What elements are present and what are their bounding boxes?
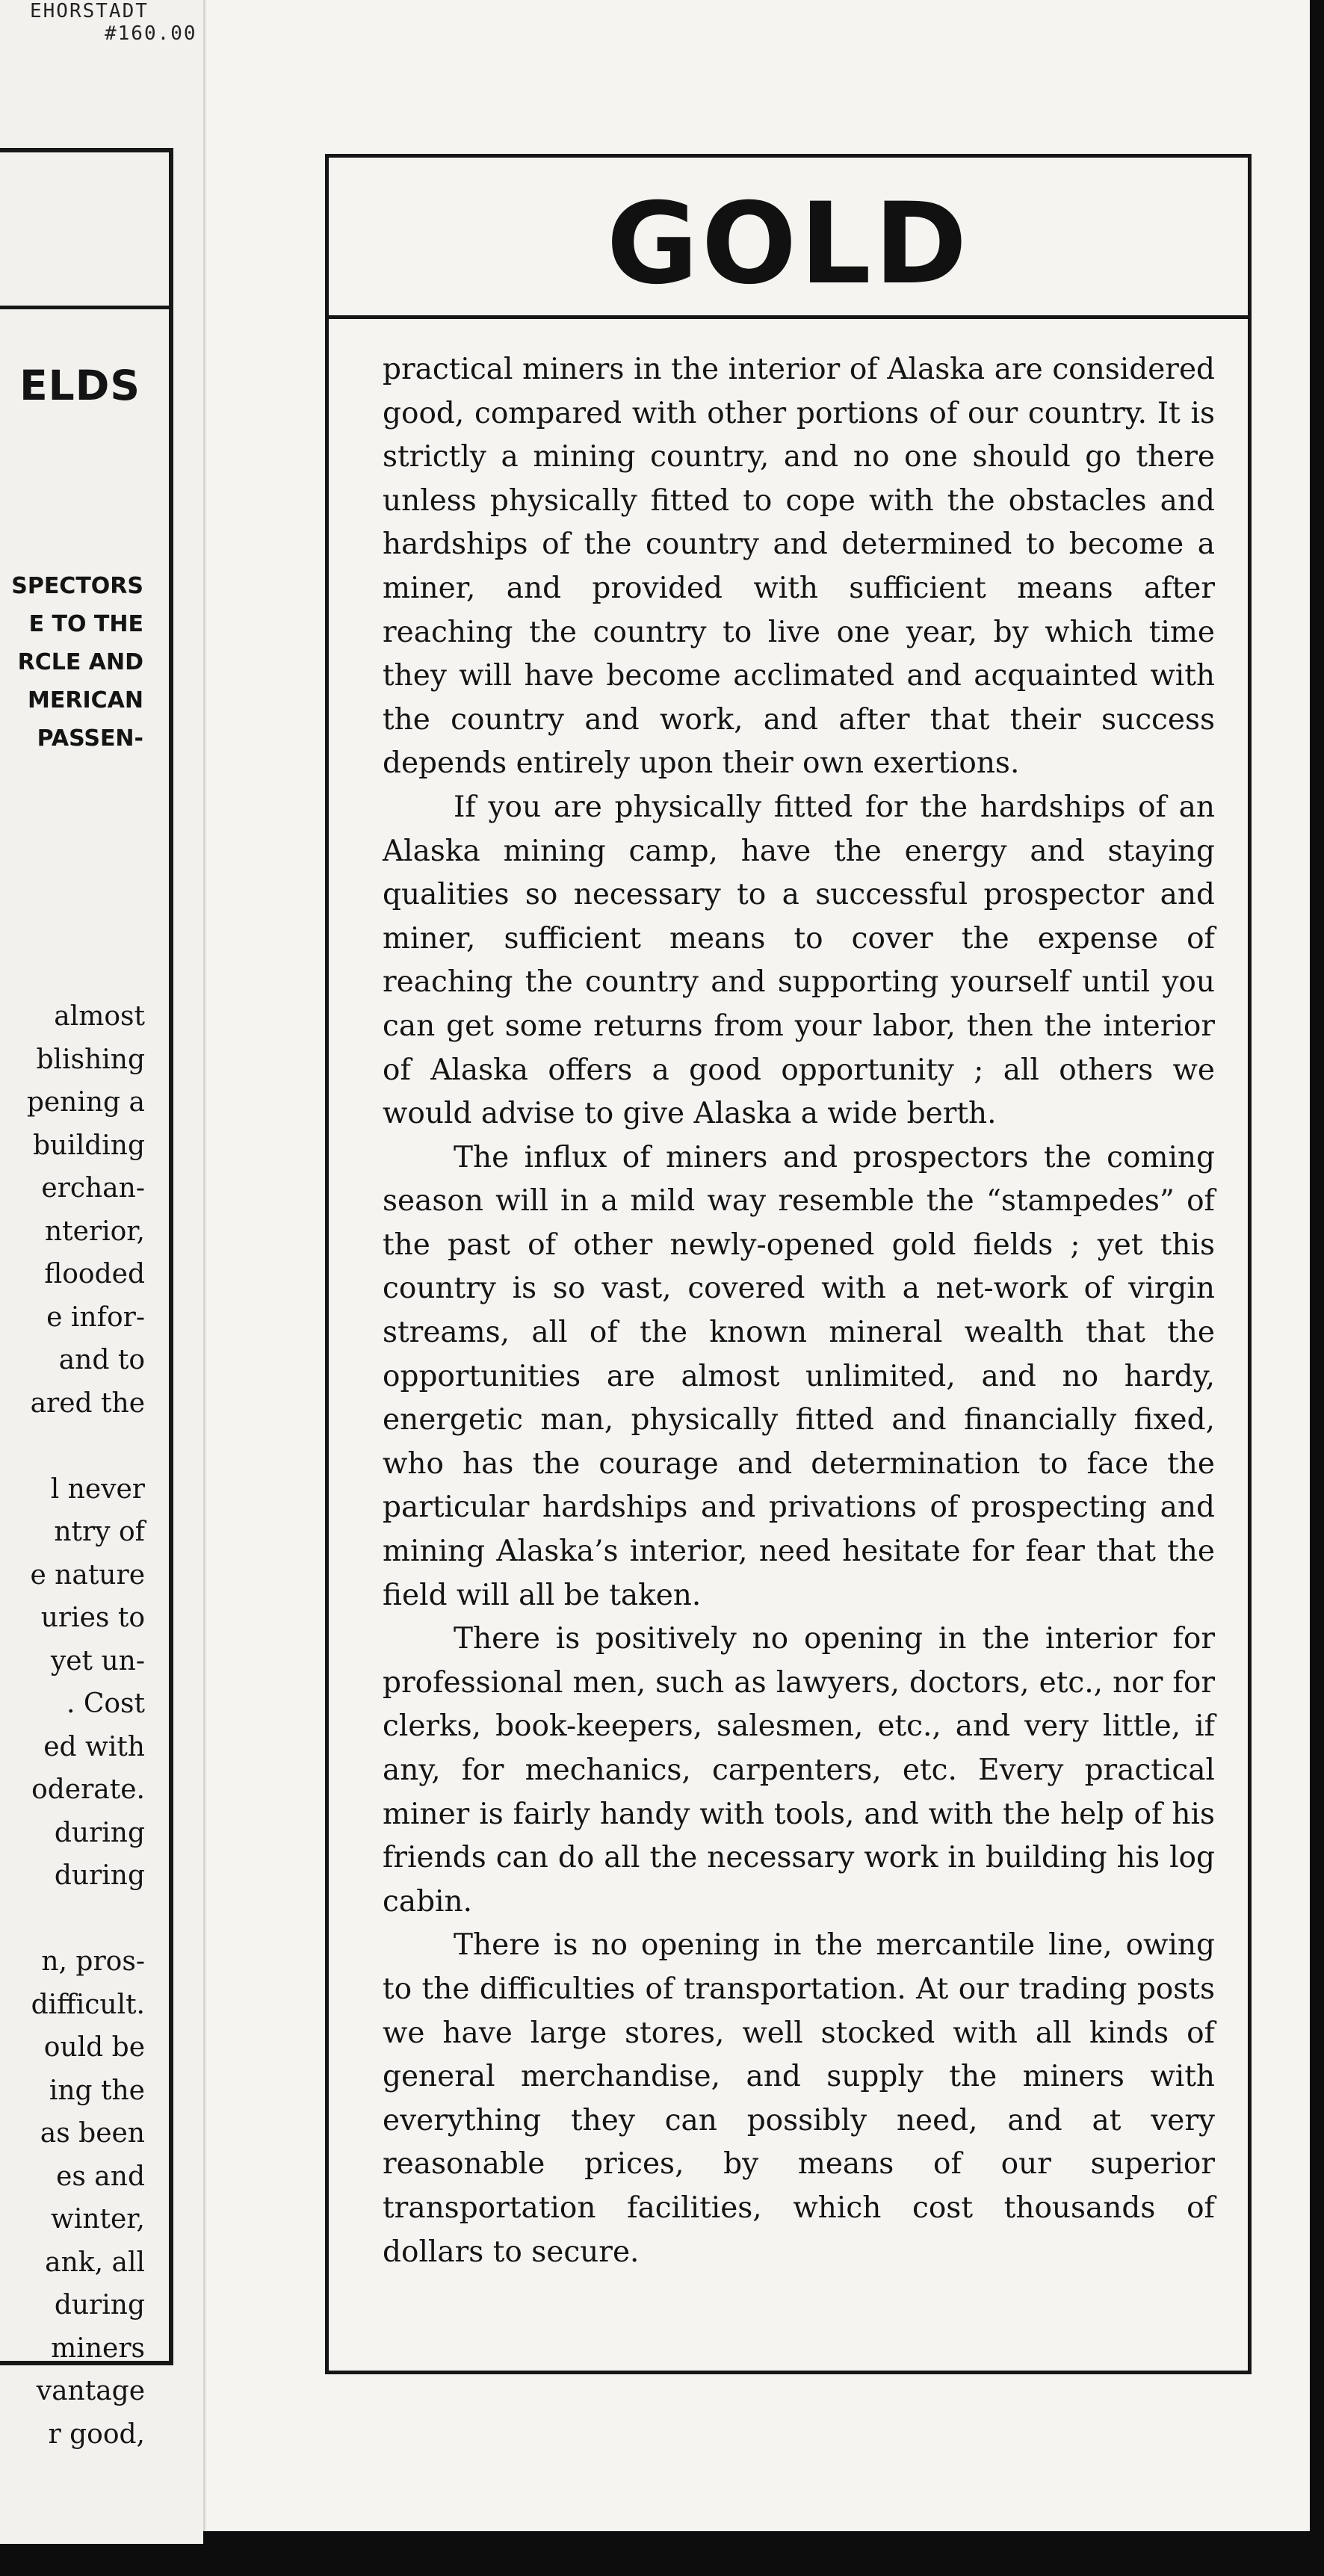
left-body-line: as been <box>40 2118 145 2149</box>
left-body-line: miners <box>51 2332 145 2364</box>
left-body-line: during <box>54 2290 145 2320</box>
left-body-line: uries to <box>40 1603 145 1633</box>
body-paragraph-5: There is no opening in the mercantile line, owing to the difficulties of transportation. At our trading posts we have large stores, well stocked with all kinds of general merchandise, and supply the miners with everything they can possibly need, and at very reasonable prices, by means of our superior transportation facilities, which cost thousands of dollars to secure. <box>383 1928 1215 2269</box>
left-body-line: ank, all <box>45 2247 145 2278</box>
left-body-line: ing the <box>49 2075 145 2106</box>
left-body-line: almost <box>54 1001 145 1032</box>
left-body-line <box>27 1425 145 1468</box>
left-body-line: erchan- <box>41 1173 145 1204</box>
left-body-line: and to <box>58 1345 145 1375</box>
left-body-line: nterior, <box>44 1216 145 1247</box>
body-paragraph-1: practical miners in the interior of Alaska are considered good, compared with other portions of our country. It is strictly a mining country, and no one should go there unless physically fitted to cope with the obstacles and hardships of the country and determined to become a miner, and provided with sufficient means after reaching the country to live one year, by which time they will have become acclimated and acquainted with the country and work, and after that their success depends entirely upon their own exertions. <box>383 353 1215 781</box>
left-body-line: oderate. <box>31 1774 145 1805</box>
left-body-line: yet un- <box>50 1645 145 1676</box>
left-body-line: winter, <box>51 2204 145 2235</box>
handwritten-note <box>30 0 254 52</box>
left-body-line: ntry of <box>54 1517 145 1547</box>
body-paragraph-2: If you are physically fitted for the hardships of an Alaska mining camp, have the energy and staying qualities so necessary to a successful prospector and miner, sufficient means to cover the expense of reaching the country and supporting yourself until you can get some returns from your labor, then the interior of Alaska offers a good opportunity ; all others we would advise to give Alaska a wide berth. <box>383 790 1215 1131</box>
main-page-frame <box>325 154 1252 2374</box>
left-body-line: n, pros- <box>41 1946 145 1977</box>
subheading-line: RCLE AND <box>17 649 143 675</box>
left-header-rule <box>0 306 169 309</box>
left-page-body <box>27 995 145 2456</box>
handwritten-name: EHORSTADT <box>30 0 149 22</box>
subheading-line: E TO THE <box>28 611 143 637</box>
left-body-line: ould be <box>43 2032 145 2063</box>
left-body-line: e infor- <box>46 1301 145 1333</box>
body-paragraph-3: The influx of miners and prospectors the coming season will in a mild way resemble the “stampedes” of the past of other newly-opened gold fields ; yet this country is so vast, covered with a net-work of virgin streams, all of the known mineral wealth that the opportunities are almost unlimited, and no hardy, energetic man, physically fitted and financially fixed, who has the courage and determination to face the particular hardships and privations of prospecting and mining Alaska’s interior, need hesitate for fear that the field will all be taken. <box>383 1140 1215 1612</box>
left-body-line: pening a <box>26 1087 145 1118</box>
subheading-line: MERICAN <box>28 687 143 713</box>
left-body-line: vantage <box>36 2376 145 2406</box>
page-title: GOLD <box>606 179 971 309</box>
subheading-line: SPECTORS <box>11 573 143 599</box>
left-body-line: es and <box>56 2161 145 2192</box>
left-body-line: ed with <box>43 1731 145 1762</box>
left-body-line: during <box>54 1817 145 1848</box>
left-body-line: . Cost <box>66 1688 145 1719</box>
left-body-line: building <box>32 1130 145 1161</box>
subheading-line: PASSEN- <box>37 725 143 752</box>
handwritten-price: #160.00 <box>105 22 197 45</box>
left-body-line: blishing <box>36 1044 145 1075</box>
left-body-line: ared the <box>30 1387 145 1419</box>
body-paragraph-4: There is positively no opening in the interior for professional men, such as lawyers, doctors, etc., nor for clerks, book-keepers, salesmen, etc., and very little, if any, for mechanics, carpenters, etc. Every practical miner is fairly handy with tools, and with the help of his friends can do all the necessary work in building his log cabin. <box>383 1622 1215 1919</box>
left-page-heading: ELDS <box>19 362 140 409</box>
left-body-line: difficult. <box>31 1989 145 2020</box>
left-page-subheading <box>11 567 143 758</box>
left-page-frame <box>0 148 173 2450</box>
left-body-line: e nature <box>30 1559 145 1591</box>
main-header <box>329 158 1248 319</box>
left-body-line: r good, <box>48 2418 145 2450</box>
left-body-line: l never <box>50 1473 145 1505</box>
left-body-line: flooded <box>44 1259 145 1289</box>
left-body-line: during <box>54 1860 145 1891</box>
left-body-line <box>27 1898 145 1941</box>
main-body <box>383 348 1215 2274</box>
